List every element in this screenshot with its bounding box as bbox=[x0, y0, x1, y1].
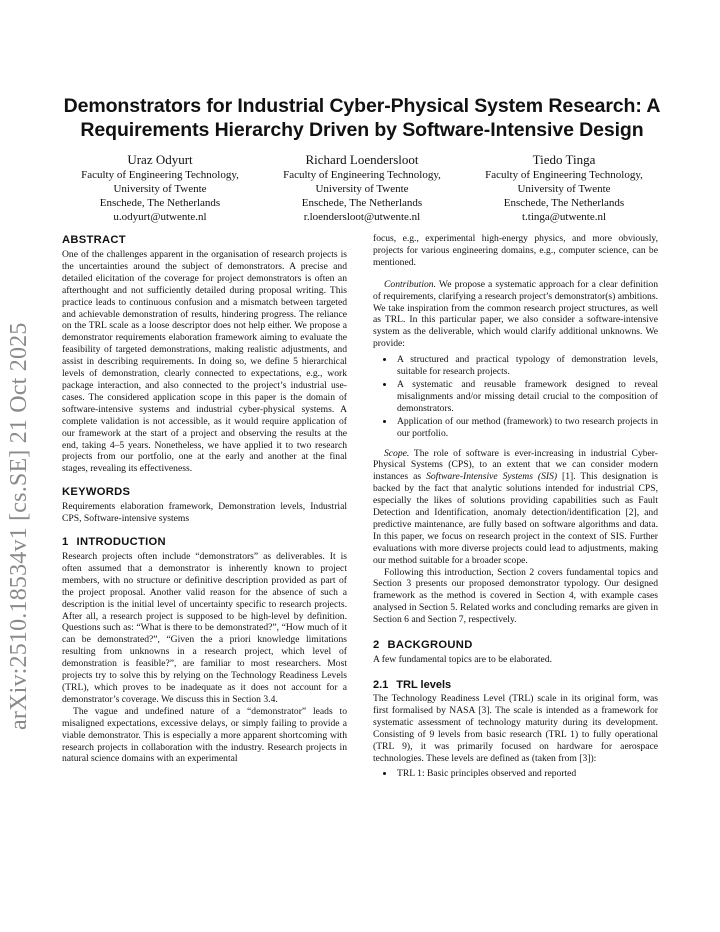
author-location: Enschede, The Netherlands bbox=[301, 197, 423, 209]
author-affiliation: Faculty of Engineering Technology, bbox=[81, 169, 239, 181]
list-item: • TRL 1: Basic principles observed and reported bbox=[395, 768, 658, 780]
author-name: Uraz Odyurt bbox=[127, 152, 193, 167]
contribution-paragraph bbox=[373, 279, 658, 350]
author-affiliation: University of Twente bbox=[113, 183, 207, 195]
scope-runin: Scope. bbox=[384, 447, 410, 459]
author-email[interactable]: t.tinga@utwente.nl bbox=[521, 211, 607, 223]
trl-text: The Technology Readiness Level (TRL) scale in its original form, was first formalised by NASA [3]. The scale is intended as a framework for systematic assessment of technology maturity during its development. Consisting of 9 levels from basic research (TRL 1) to fully operational (TRL 9), it was primarily focused on hardware for aerospace technologies. These levels are defined as (taken from [3]): bbox=[373, 693, 658, 764]
author-name: Tiedo Tinga bbox=[532, 152, 596, 167]
section-number: 1 bbox=[62, 536, 69, 549]
introduction-heading bbox=[62, 535, 347, 549]
paper-title-line-2: Requirements Hierarchy Driven by Software-Intensive Design bbox=[80, 119, 644, 141]
abstract-text: One of the challenges apparent in the organisation of research projects is the uncertainties around the subject of demonstrators. A precise and detailed elicitation of the coverage for project demonstrators is often an afterthought and not sufficiently detailed during proposal writing. This practice leads to continuous confusion and a mismatch between targeted and achievable demonstration of results, hindering progress. The reliance on the TRL scale as a loose descriptor does not help either. We propose a demonstrator requirements elaboration framework aiming to evaluate the feasibility of targeted demonstrations, making realistic adjustments, and assist in describing requirements. In doing so, we define 5 hierarchical levels of demonstration, clearly connected to expectations, e.g., work package interaction, and also connected to the project’s industrial use-cases. The considered application scope in this paper is the domain of software-intensive systems and industrial cyber-physical systems. A complete validation is not accessible, as it would require application of our framework at the start of a project and observing the results at the end, taking 4–5 years. Nonetheless, we have applied it to two research projects from our portfolio, one at the early and another at the final stages, revealing its effectiveness. bbox=[62, 249, 347, 475]
trl-subheading bbox=[373, 678, 658, 692]
author-affiliation: Faculty of Engineering Technology, bbox=[485, 169, 643, 181]
scope-text-emphasis: Software-Intensive Systems (SIS) bbox=[426, 471, 558, 483]
author-3 bbox=[466, 152, 662, 224]
section-number: 2 bbox=[373, 639, 380, 652]
intro-paragraph-2-continued: focus, e.g., experimental high-energy physics, and more obviously, projects for various engineering domains, e.g., computer science, can be mentioned. bbox=[373, 233, 658, 268]
contribution-text: We propose a systematic approach for a clear definition of requirements, clarifying a research project’s demonstrator(s) ambitions. We take inspiration from the common research project structures, as well as TRL. In this particular paper, we also consider a software-intensive system as the deliverable, which would clarify additional unknowns. We provide: bbox=[373, 278, 658, 350]
paper-title-line-1: Demonstrators for Industrial Cyber-Physical System Research: A bbox=[63, 95, 661, 117]
right-column bbox=[373, 233, 658, 784]
outline-paragraph: Following this introduction, Section 2 covers fundamental topics and Section 3 presents our proposed demonstrator typology. Our designed framework as the method is covered in Section 4, with example cases analysed in Section 5. Related works and concluding remarks are given in Section 6 and Section 7, respectively. bbox=[373, 566, 658, 626]
section-title: BACKGROUND bbox=[387, 639, 473, 652]
intro-paragraph-1: Research projects often include “demonstrators” as deliverables. It is often assumed that a demonstrator is inherently known to project members, with no structure or definitive description provided as part of the project proposal. Another valid reason for the absence of such a description is the initial level of uncertainty specific to research projects. After all, a research project is supposed to be high-level by definition. Questions such as: “What is there to be demonstrated?”, “How much of it can be demonstrated?”, “Given the a priori knowledge limitations resulting from unknowns in a research project, which level of demonstration is feasible?”, are familiar to most researchers. Most projects try to solve this by relying on the Technology Readiness Levels (TRL), which proves to be inadequate as it does not account for a demonstrator’s coverage. We discuss this in Section 3.4. bbox=[62, 551, 347, 705]
scope-text-b: [1]. This designation is backed by the fact that analytic solutions intended for industrial CPS, especially the likes of solutions providing capabilities such as Fault Detection and Identification, anomaly detection/identification [2], and predictive maintenance, are fully based on software algorithms and data. In this paper, we focus on research project in the context of SIS. Further evaluations with more diverse projects could lead to adjustments, making our method suitable for a broader scope. bbox=[373, 471, 658, 566]
author-block bbox=[62, 152, 662, 224]
author-name: Richard Loendersloot bbox=[305, 152, 419, 167]
paper-title bbox=[62, 94, 662, 142]
author-affiliation: University of Twente bbox=[517, 183, 611, 195]
author-location: Enschede, The Netherlands bbox=[99, 197, 221, 209]
author-email[interactable]: u.odyurt@utwente.nl bbox=[113, 211, 207, 223]
contribution-runin: Contribution. bbox=[384, 278, 436, 290]
list-item: • Application of our method (framework) to two research projects in our portfolio. bbox=[395, 416, 658, 440]
author-email[interactable]: r.loendersloot@utwente.nl bbox=[303, 211, 421, 223]
author-2 bbox=[264, 152, 460, 224]
abstract-heading: ABSTRACT bbox=[62, 234, 126, 246]
author-location: Enschede, The Netherlands bbox=[503, 197, 625, 209]
background-text: A few fundamental topics are to be elaborated. bbox=[373, 654, 553, 666]
section-title: INTRODUCTION bbox=[76, 536, 166, 549]
contribution-list bbox=[373, 354, 658, 439]
scope-paragraph bbox=[373, 448, 658, 567]
subsection-title: TRL levels bbox=[396, 679, 452, 691]
author-1 bbox=[62, 152, 258, 224]
intro-paragraph-2: The vague and undefined nature of a “demonstrator” leads to misaligned expectations, excessive delays, or simply failing to provide a viable demonstrator. This is especially a more apparent shortcoming with research projects in collaboration with the industry. Research projects in natural science domains with an experimental bbox=[62, 705, 347, 765]
keywords-heading: KEYWORDS bbox=[62, 486, 131, 499]
left-column bbox=[62, 233, 347, 765]
keywords-text: Requirements elaboration framework, Demonstration levels, Industrial CPS, Software-intensive systems bbox=[62, 501, 347, 525]
author-affiliation: Faculty of Engineering Technology, bbox=[283, 169, 441, 181]
list-item: • A systematic and reusable framework designed to reveal misalignments and/or missing detail crucial to the composition of demonstrators. bbox=[395, 379, 658, 415]
subsection-number: 2.1 bbox=[373, 679, 389, 691]
arxiv-sidebar-stamp: arXiv:2510.18534v1 [cs.SE] 21 Oct 2025 bbox=[6, 322, 32, 730]
background-heading bbox=[373, 638, 658, 652]
trl-list bbox=[373, 768, 658, 780]
scope-text-a: The role of software is ever-increasing in industrial Cyber-Physical Systems (CPS), to an extent that we can consider modern instances as bbox=[373, 447, 658, 483]
list-item: • A structured and practical typology of demonstration levels, suitable for research projects. bbox=[395, 354, 658, 378]
author-affiliation: University of Twente bbox=[315, 183, 409, 195]
